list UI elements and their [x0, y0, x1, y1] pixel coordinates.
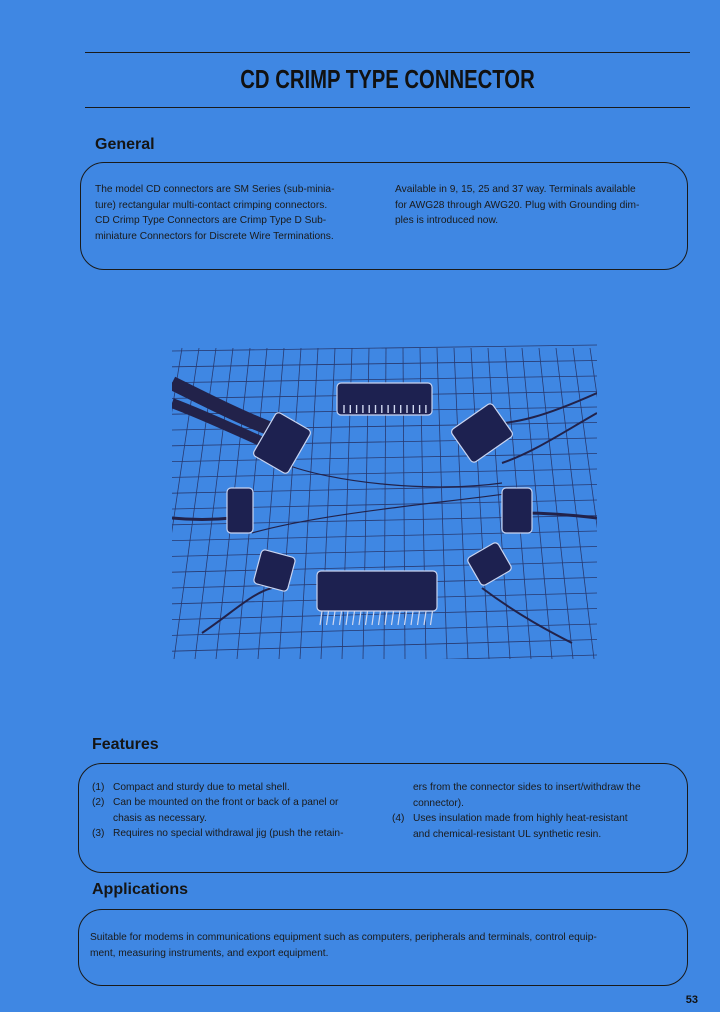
grid-line: [279, 348, 301, 659]
grid-line: [172, 345, 597, 351]
grid-line: [172, 376, 597, 383]
features-heading: Features: [92, 736, 159, 753]
feature-text: Compact and sturdy due to metal shell.: [113, 782, 290, 793]
feature-text: and chemical-resistant UL synthetic resin.: [413, 828, 602, 840]
feature-number: (2): [92, 797, 105, 808]
connector-pin: [379, 611, 381, 625]
connector-pin: [320, 611, 322, 625]
top-rule: [85, 52, 690, 53]
title-underline: [85, 107, 690, 108]
text-line: ples is introduced now.: [395, 215, 499, 226]
grid-line: [471, 348, 489, 659]
connector-body: [227, 488, 253, 533]
text-line: The model CD connectors are SM Series (sub-minia-: [95, 184, 335, 195]
grid-line: [539, 348, 573, 659]
connector-pin: [340, 611, 342, 625]
text-line: ment, measuring instruments, and export equipment.: [90, 948, 329, 959]
cable: [252, 493, 512, 533]
connector-pin: [385, 611, 387, 625]
general-heading: General: [95, 136, 155, 153]
grid-line: [172, 454, 597, 462]
connector-pin: [333, 611, 335, 625]
feature-text: Requires no special withdrawal jig (push the retain-: [113, 828, 344, 839]
grid-line: [172, 361, 597, 367]
cable: [202, 588, 272, 633]
grid-line: [172, 438, 597, 446]
connector-pin: [392, 611, 394, 625]
connector-pin: [353, 611, 355, 625]
connector-body: [502, 488, 532, 533]
connector-pin: [359, 611, 361, 625]
connector-body: [337, 383, 432, 415]
grid-line: [258, 348, 284, 659]
page-number: 53: [685, 994, 698, 1006]
feature-number: (4): [392, 813, 405, 824]
connector-body: [317, 571, 437, 611]
grid-line: [300, 348, 318, 659]
grid-line: [172, 469, 597, 477]
feature-text: connector).: [413, 797, 464, 809]
cable: [172, 518, 232, 520]
connector-pin: [366, 611, 368, 625]
feature-text: Can be mounted on the front or back of a panel or: [113, 797, 339, 808]
feature-text: ers from the connector sides to insert/withdraw the: [413, 782, 641, 793]
connector-photo: [172, 343, 597, 659]
connector-pin: [346, 611, 348, 625]
text-line: ture) rectangular multi-contact crimping connectors.: [95, 199, 328, 211]
grid-line: [172, 655, 597, 659]
connector-pin: [398, 611, 400, 625]
applications-heading: Applications: [92, 881, 189, 898]
text-line: Suitable for modems in communications equipment such as computers, peripherals and terminals, control equip-: [90, 932, 597, 943]
feature-text: Uses insulation made from highly heat-resistant: [413, 813, 628, 824]
page-title: CD CRIMP TYPE CONNECTOR: [240, 64, 535, 94]
text-line: Available in 9, 15, 25 and 37 way. Terminals available: [395, 184, 636, 195]
text-line: CD Crimp Type Connectors are Crimp Type D Sub-: [95, 215, 327, 226]
connector-pin: [372, 611, 374, 625]
feature-number: (1): [92, 782, 105, 793]
connector-body: [450, 402, 514, 463]
grid-line: [556, 348, 594, 659]
text-line: miniature Connectors for Discrete Wire Terminations.: [95, 230, 334, 242]
feature-number: (3): [92, 828, 105, 839]
feature-text: chasis as necessary.: [113, 812, 207, 824]
text-line: for AWG28 through AWG20. Plug with Grounding dim-: [395, 199, 640, 211]
connector-pin: [327, 611, 329, 625]
